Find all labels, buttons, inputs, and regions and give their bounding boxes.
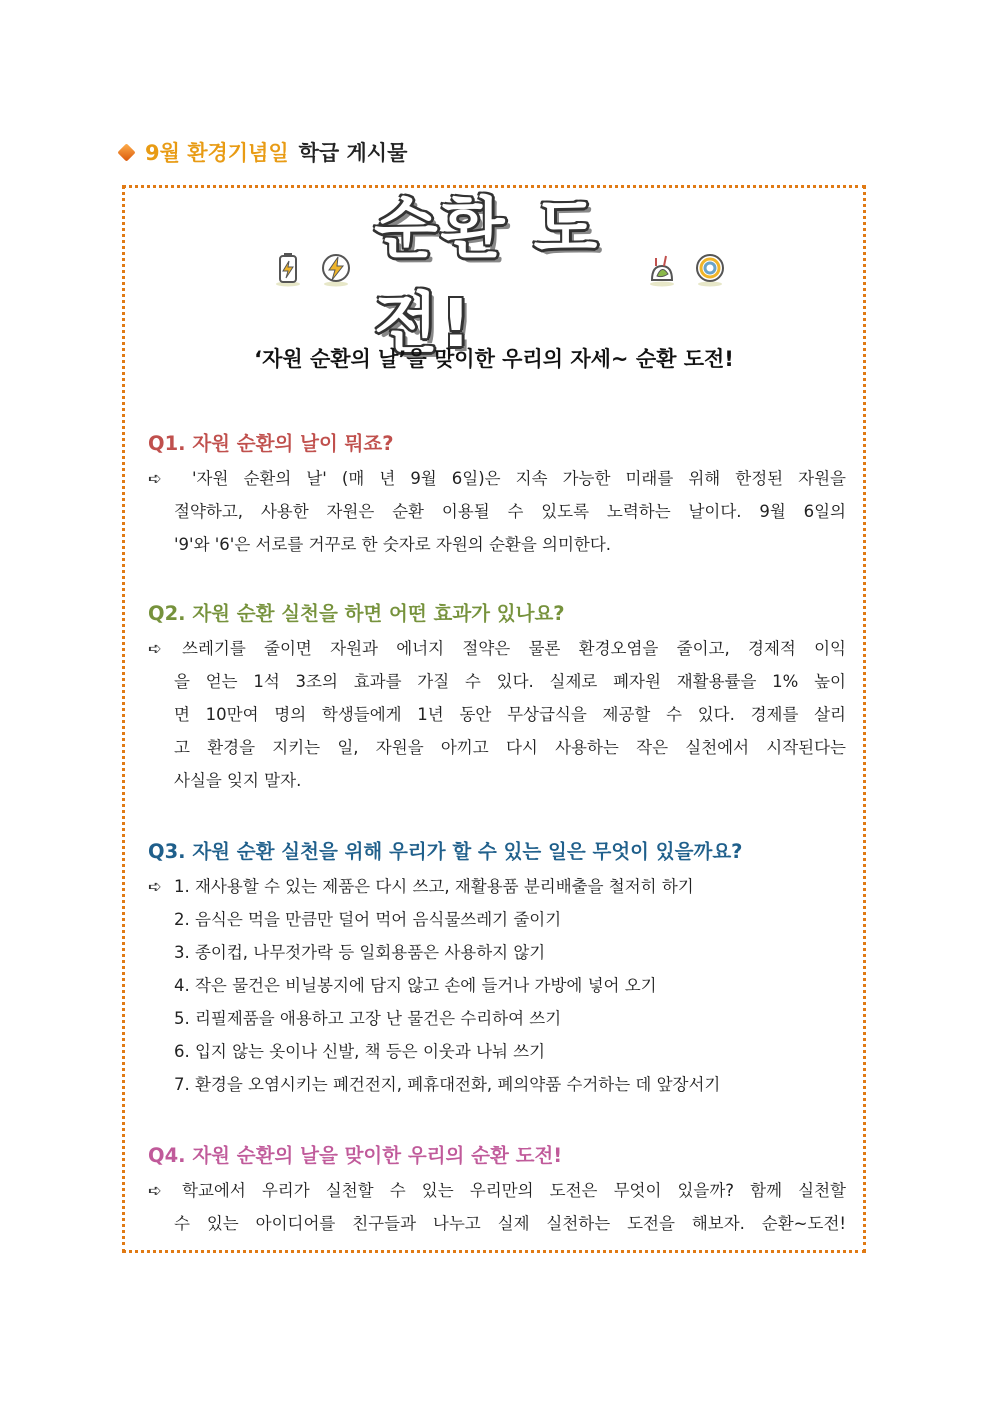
list-item: 2. 음식은 먹을 만큼만 덜어 먹어 음식물쓰레기 줄이기 xyxy=(174,910,562,929)
arrow-icon: ➪ xyxy=(148,469,162,488)
answer-line: 면 10만여 명의 학생들에게 1년 동안 무상급식을 제공할 수 있다. 경제를 살리 xyxy=(174,705,846,724)
list-item: 3. 종이컵, 나무젓가락 등 일회용품은 사용하지 않기 xyxy=(174,943,546,962)
q1-answer xyxy=(148,462,846,561)
plug-plant-icon xyxy=(644,252,680,288)
arrow-icon: ➪ xyxy=(148,1181,162,1200)
line-text: '자원 순환의 날' (매 년 9월 6일)은 지속 가능한 미래를 위해 한정된 자원을 xyxy=(192,469,846,488)
item-text: 1. 재사용할 수 있는 제품은 다시 쓰고, 재활용품 분리배출을 철저히 하기 xyxy=(174,877,694,896)
banner-title: 순환 도전! xyxy=(374,190,601,362)
answer-line xyxy=(148,632,846,665)
list-item xyxy=(148,870,846,903)
list-item: 5. 리필제품을 애용하고 고장 난 물건은 수리하여 쓰기 xyxy=(174,1009,562,1028)
answer-line: 사실을 잊지 말자. xyxy=(174,771,302,790)
q3-title: Q3. 자원 순환 실천을 위해 우리가 할 수 있는 일은 무엇이 있을까요? xyxy=(148,840,743,863)
answer-line: 절약하고, 사용한 자원은 순환 이용될 수 있도록 노력하는 날이다. 9월 6일의 xyxy=(174,502,846,521)
list-item: 7. 환경을 오염시키는 폐건전지, 폐휴대전화, 폐의약품 수거하는 데 앞장서기 xyxy=(174,1075,721,1094)
answer-line: '9'와 '6'은 서로를 거꾸로 한 숫자로 자원의 순환을 의미한다. xyxy=(174,535,612,554)
answer-line: 수 있는 아이디어를 친구들과 나누고 실제 실천하는 도전을 해보자. 순환~도전! xyxy=(174,1214,846,1233)
q2-answer xyxy=(148,632,846,797)
header-highlight: 9월 환경기념일 xyxy=(145,141,289,165)
answer-line xyxy=(148,1174,846,1207)
answer-line xyxy=(148,462,846,495)
arrow-icon: ➪ xyxy=(148,639,162,658)
diamond-bullet-icon xyxy=(117,143,135,161)
lightning-icon xyxy=(318,252,354,288)
answer-line: 고 환경을 지키는 일, 자원을 아끼고 다시 사용하는 작은 실천에서 시작된다는 xyxy=(174,738,846,757)
recycle-circle-icon xyxy=(692,252,728,288)
header-rest: 학급 게시물 xyxy=(298,141,408,165)
q4-answer xyxy=(148,1174,846,1240)
list-item: 6. 입지 않는 옷이나 신발, 책 등은 이웃과 나눠 쓰기 xyxy=(174,1042,546,1061)
subtitle: ‘자원 순환의 날’을 맞이한 우리의 자세~ 순환 도전! xyxy=(254,347,734,371)
q4-title: Q4. 자원 순환의 날을 맞이한 우리의 순환 도전! xyxy=(148,1144,563,1167)
q3-list xyxy=(148,870,846,1101)
page-header xyxy=(120,134,407,170)
arrow-icon: ➪ xyxy=(148,877,162,896)
battery-icon xyxy=(270,252,306,288)
line-text: 학교에서 우리가 실천할 수 있는 우리만의 도전은 무엇이 있을까? 함께 실천할 xyxy=(182,1181,846,1200)
q1-title: Q1. 자원 순환의 날이 뭐죠? xyxy=(148,432,394,455)
q2-title: Q2. 자원 순환 실천을 하면 어떤 효과가 있나요? xyxy=(148,602,565,625)
answer-line: 을 얻는 1석 3조의 효과를 가질 수 있다. 실제로 폐자원 재활용률을 1% 높이 xyxy=(174,672,846,691)
line-text: 쓰레기를 줄이면 자원과 에너지 절약은 물론 환경오염을 줄이고, 경제적 이익 xyxy=(182,639,846,658)
list-item: 4. 작은 물건은 비닐봉지에 담지 않고 손에 들거나 가방에 넣어 오기 xyxy=(174,976,657,995)
